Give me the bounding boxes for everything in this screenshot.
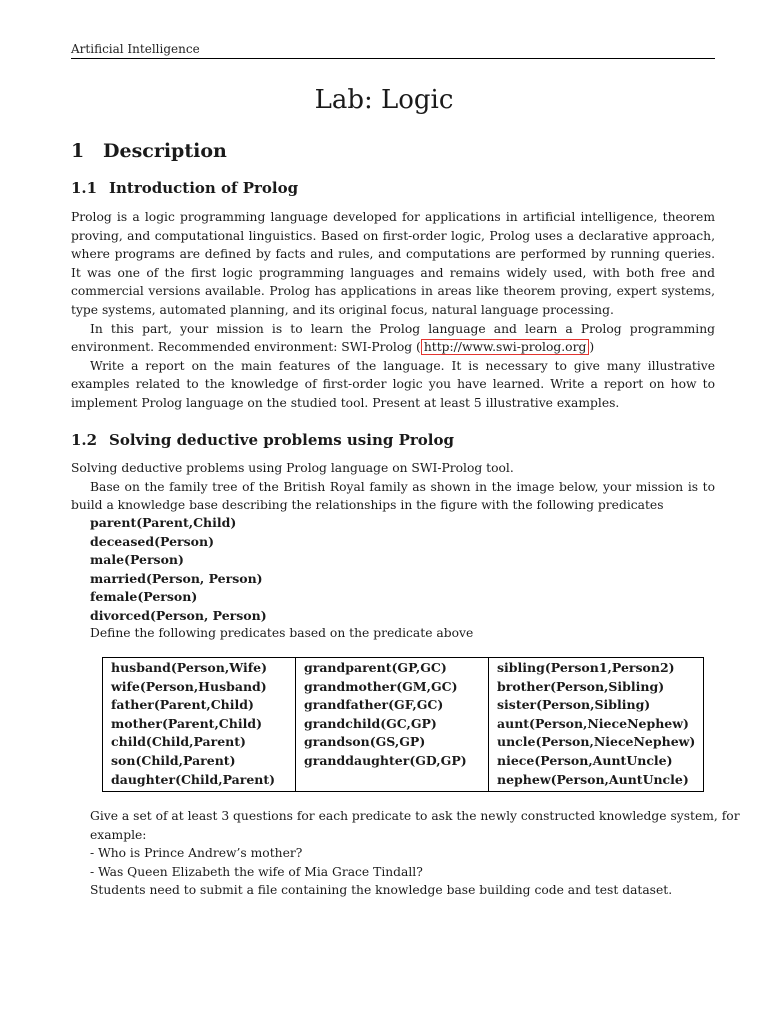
table-entry: sister(Person,Sibling) bbox=[497, 697, 651, 713]
paragraph-text: In this part, your mission is to learn the Prolog language and learn a Prolog programming environment. Recommended environment: SWI-Prolog ( bbox=[71, 321, 715, 355]
predicate-item: male(Person) bbox=[90, 552, 184, 568]
swi-prolog-link[interactable]: http://www.swi-prolog.org bbox=[421, 339, 589, 355]
table-entry: son(Child,Parent) bbox=[111, 752, 236, 768]
table-entry: grandchild(GC,GP) bbox=[304, 715, 437, 731]
section-number: 1.1 bbox=[71, 179, 98, 197]
paragraph: Write a report on the main features of the language. It is necessary to give many illustrative examples related to the knowledge of first-order logic you have learned. Write a report on how to implement Prolog language on the studied tool. Present at least 5 illustrative examples. bbox=[71, 358, 715, 410]
paragraph: Base on the family tree of the British Royal family as shown in the image below, your mission is to build a knowledge base describing the relationships in the figure with the following predicates bbox=[71, 479, 715, 513]
table-entry: nephew(Person,AuntUncle) bbox=[497, 771, 689, 787]
paragraph: Prolog is a logic programming language developed for applications in artificial intelligence, theorem proving, and computational linguistics. Based on first-order logic, Prolog uses a declarative approach, where programs are defined by facts and rules, and computations are performed by running queries. It was one of the first logic programming languages and remains widely used, with both free and commercial versions available. Prolog has applications in areas like theorem proving, expert systems, type systems, automated planning, and its original focus, natural language processing. bbox=[71, 210, 715, 317]
table-entry: wife(Person,Husband) bbox=[111, 678, 267, 694]
table-entry: granddaughter(GD,GP) bbox=[304, 752, 467, 768]
predicate-item: parent(Parent,Child) bbox=[90, 515, 237, 530]
table-row bbox=[103, 658, 704, 792]
table-entry: grandmother(GM,GC) bbox=[304, 678, 458, 694]
section-1-heading bbox=[71, 140, 227, 162]
section-title: Introduction of Prolog bbox=[109, 179, 299, 197]
predicate-item: married(Person, Person) bbox=[90, 570, 263, 586]
section-1-2-heading bbox=[71, 431, 454, 449]
table-entry: niece(Person,AuntUncle) bbox=[497, 752, 673, 768]
table-entry: child(Child,Parent) bbox=[111, 734, 246, 750]
table-entry: father(Parent,Child) bbox=[111, 697, 254, 713]
submission-note: Students need to submit a file containing the knowledge base building code and test dataset. bbox=[90, 883, 673, 898]
example-question: - Was Queen Elizabeth the wife of Mia Grace Tindall? bbox=[90, 864, 423, 879]
table-entry: grandson(GS,GP) bbox=[304, 734, 426, 750]
questions-block bbox=[90, 807, 768, 900]
page-title: Lab: Logic bbox=[314, 85, 454, 115]
paragraph-text: ) bbox=[589, 340, 595, 355]
table-entry: brother(Person,Sibling) bbox=[497, 678, 665, 694]
paragraph bbox=[71, 320, 715, 357]
predicate-item: divorced(Person, Person) bbox=[90, 607, 267, 623]
running-header: Artificial Intelligence bbox=[71, 42, 200, 56]
table-cell bbox=[296, 658, 489, 792]
section-title: Description bbox=[103, 140, 227, 162]
predicate-list bbox=[90, 514, 267, 626]
table-cell bbox=[489, 658, 704, 792]
define-instruction: Define the following predicates based on the predicate above bbox=[90, 626, 474, 640]
table-entry: sibling(Person1,Person2) bbox=[497, 660, 675, 675]
table-entry: husband(Person,Wife) bbox=[111, 660, 268, 675]
section-number: 1.2 bbox=[71, 431, 98, 449]
example-question: - Who is Prince Andrew’s mother? bbox=[90, 846, 303, 861]
table-entry: aunt(Person,NieceNephew) bbox=[497, 715, 689, 731]
section-title: Solving deductive problems using Prolog bbox=[109, 431, 454, 449]
predicate-item: female(Person) bbox=[90, 589, 198, 605]
table-entry: grandfather(GF,GC) bbox=[304, 697, 444, 713]
table-entry: grandparent(GP,GC) bbox=[304, 660, 447, 675]
header-rule bbox=[71, 58, 715, 59]
table-entry: mother(Parent,Child) bbox=[111, 715, 262, 731]
table-entry: daughter(Child,Parent) bbox=[111, 771, 276, 787]
table-cell bbox=[103, 658, 296, 792]
predicate-table bbox=[102, 657, 704, 792]
predicate-item: deceased(Person) bbox=[90, 533, 214, 549]
paragraph: Solving deductive problems using Prolog language on SWI-Prolog tool. bbox=[71, 461, 514, 475]
deductive-body bbox=[71, 459, 715, 515]
section-1-1-heading bbox=[71, 179, 298, 197]
intro-prolog-body bbox=[71, 208, 715, 413]
section-number: 1 bbox=[71, 140, 85, 162]
questions-intro: Give a set of at least 3 questions for each predicate to ask the newly constructed knowledge system, for example: bbox=[90, 809, 740, 842]
table-entry: uncle(Person,NieceNephew) bbox=[497, 734, 696, 750]
